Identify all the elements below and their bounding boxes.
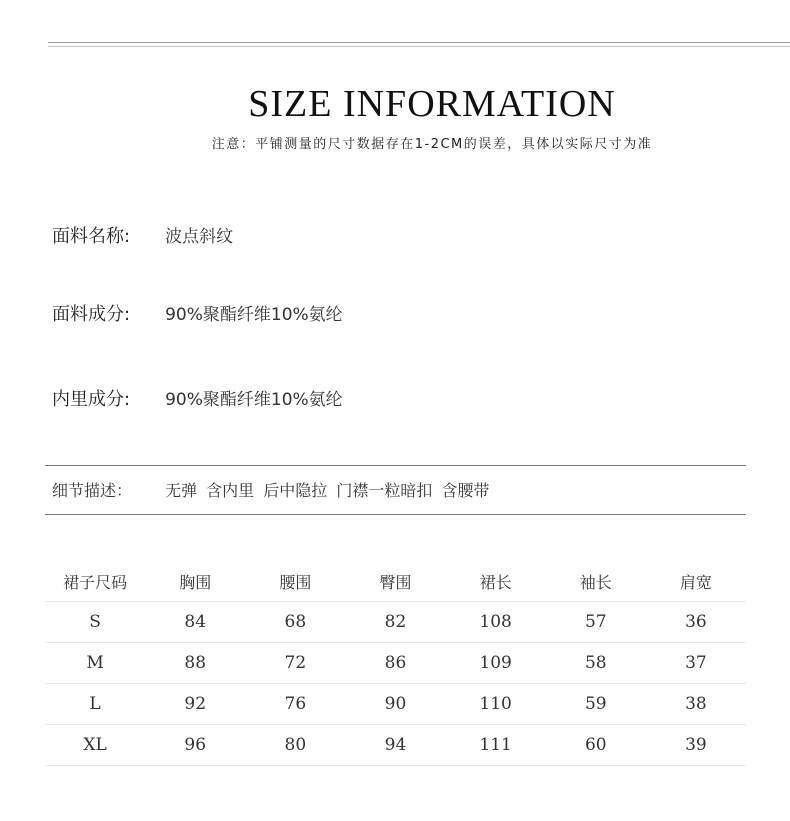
details-row <box>52 477 489 505</box>
bust-cell: 88 <box>145 643 245 684</box>
hip-cell: 82 <box>345 602 445 643</box>
skirt-length-cell: 110 <box>446 684 546 725</box>
lining-composition-value: 90%聚酯纤维10%氨纶 <box>165 390 343 410</box>
sleeve-length-cell: 59 <box>546 684 646 725</box>
header-waist: 腰围 <box>279 572 312 592</box>
header-sleeve-length: 袖长 <box>579 572 612 592</box>
sleeve-length-cell: 58 <box>546 643 646 684</box>
fabric-composition-row <box>52 301 343 329</box>
skirt-length-cell: 108 <box>446 602 546 643</box>
sleeve-length-cell: 60 <box>546 725 646 766</box>
shoulder-width-cell: 39 <box>646 725 746 766</box>
waist-cell: 76 <box>245 684 345 725</box>
skirt-length-cell: 109 <box>446 643 546 684</box>
table-row <box>45 643 746 684</box>
details-top-divider <box>45 465 746 466</box>
fabric-composition-value: 90%聚酯纤维10%氨纶 <box>165 305 343 325</box>
table-row <box>45 725 746 766</box>
top-divider-line-secondary <box>48 46 790 47</box>
waist-cell: 72 <box>245 643 345 684</box>
page-title: SIZE INFORMATION <box>248 83 616 125</box>
size-table <box>45 561 746 766</box>
size-table-header-row <box>45 561 746 602</box>
hip-cell: 90 <box>345 684 445 725</box>
fabric-name-label: 面料名称: <box>52 226 131 247</box>
fabric-name-value: 波点斜纹 <box>165 227 234 247</box>
header-hip: 臀围 <box>379 572 412 592</box>
shoulder-width-cell: 38 <box>646 684 746 725</box>
size-cell: S <box>45 602 145 643</box>
waist-cell: 68 <box>245 602 345 643</box>
details-bottom-divider <box>45 514 746 515</box>
size-cell: XL <box>45 725 145 766</box>
top-divider-line <box>48 42 790 43</box>
lining-composition-row <box>52 386 343 414</box>
hip-cell: 86 <box>345 643 445 684</box>
measurement-note: 注意：平铺测量的尺寸数据存在1-2CM的误差，具体以实际尺寸为准 <box>211 137 653 152</box>
shoulder-width-cell: 37 <box>646 643 746 684</box>
size-cell: M <box>45 643 145 684</box>
bust-cell: 92 <box>145 684 245 725</box>
hip-cell: 94 <box>345 725 445 766</box>
shoulder-width-cell: 36 <box>646 602 746 643</box>
bust-cell: 96 <box>145 725 245 766</box>
lining-composition-label: 内里成分: <box>52 389 131 410</box>
table-row <box>45 602 746 643</box>
waist-cell: 80 <box>245 725 345 766</box>
details-value: 无弹 含内里 后中隐拉 门襟一粒暗扣 含腰带 <box>165 481 490 500</box>
table-row <box>45 684 746 725</box>
details-label: 细节描述： <box>52 481 133 500</box>
skirt-length-cell: 111 <box>446 725 546 766</box>
fabric-name-row <box>52 223 233 251</box>
header-skirt-length: 裙长 <box>479 572 512 592</box>
bust-cell: 84 <box>145 602 245 643</box>
fabric-composition-label: 面料成分: <box>52 304 131 325</box>
size-cell: L <box>45 684 145 725</box>
header-bust: 胸围 <box>179 572 212 592</box>
header-size: 裙子尺码 <box>63 572 128 592</box>
sleeve-length-cell: 57 <box>546 602 646 643</box>
header-shoulder-width: 肩宽 <box>679 572 712 592</box>
